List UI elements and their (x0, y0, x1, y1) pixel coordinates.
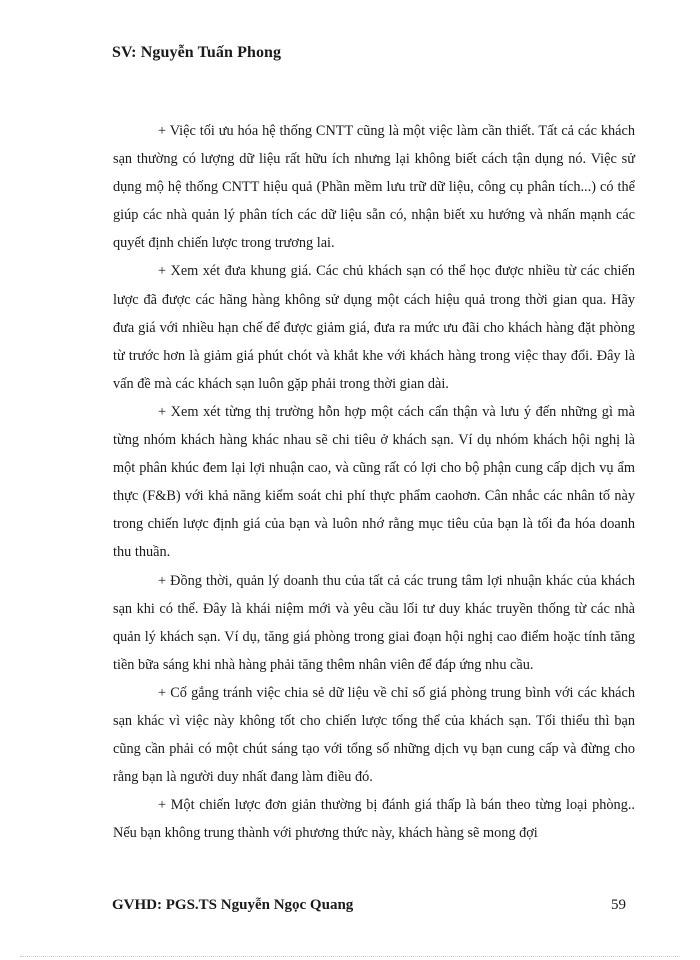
body-text (113, 117, 635, 847)
paragraph-price-fence: + Xem xét đưa khung giá. Các chủ khách sạn có thể học được nhiều từ các chiến lược đã được các hãng hàng không sử dụng một cách hiệu quả trong thời gian qua. Hãy đưa giá với nhiều hạn chế để được giảm giá, đưa ra mức ưu đãi cho khách hàng đặt phòng từ trước hơn là giảm giá phút chót và khắt khe với khách hàng trong việc thay đổi. Đây là vấn đề mà các khách sạn luôn gặp phải trong thời gian dài. (113, 263, 635, 392)
student-header: SV: Nguyễn Tuấn Phong (112, 44, 282, 61)
paragraph-it-optimization: + Việc tối ưu hóa hệ thống CNTT cũng là một việc làm cần thiết. Tất cả các khách sạn thường có lượng dữ liệu rất hữu ích nhưng lại không biết cách tận dụng nó. Việc sử dụng mộ hệ thống CNTT hiệu quả (Phần mềm lưu trữ dữ liệu, công cụ phân tích...) có thể giúp các nhà quản lý phân tích các dữ liệu sẵn có, nhận biết xu hướng và nhấn mạnh các quyết định chiến lược trong trương lai. (113, 123, 635, 252)
page-bottom-divider (20, 956, 680, 957)
paragraph-room-type-strategy: + Một chiến lược đơn giản thường bị đánh giá thấp là bán theo từng loại phòng.. Nếu bạn không trung thành với phương thức này, khách hàng sẽ mong đợi (113, 797, 635, 842)
paragraph-market-mix: + Xem xét từng thị trường hỗn hợp một cách cẩn thận và lưu ý đến những gì mà từng nhóm khách hàng khác nhau sẽ chi tiêu ở khách sạn. Ví dụ nhóm khách hội nghị là một phân khúc đem lại lợi nhuận cao, và cũng rất có lợi cho bộ phận cung cấp dịch vụ ẩm thực (F&B) với khả năng kiểm soát chi phí thực phẩm caohơn. Cân nhắc các nhân tố này trong chiến lược định giá của bạn và luôn nhớ rằng mục tiêu của bạn là tối đa hóa doanh thu thuần. (113, 403, 635, 561)
supervisor-footer: GVHD: PGS.TS Nguyễn Ngọc Quang (112, 897, 354, 913)
paragraph-revenue-centers: + Đồng thời, quản lý doanh thu của tất cả các trung tâm lợi nhuận khác của khách sạn khi có thể. Đây là khái niệm mới và yêu cầu lối tư duy khác truyền thống từ các nhà quản lý khách sạn. Ví dụ, tăng giá phòng trong giai đoạn hội nghị cao điểm hoặc tính tăng tiền bữa sáng khi nhà hàng phải tăng thêm nhân viên để đáp ứng nhu cầu. (113, 572, 635, 673)
page-number: 59 (611, 897, 626, 913)
paragraph-data-sharing: + Cố gắng tránh việc chia sẻ dữ liệu về chỉ số giá phòng trung bình với các khách sạn khác vì việc này không tốt cho chiến lược tổng thể của khách sạn. Tối thiểu thì bạn cũng cần phải có một chút sáng tạo với tổng số những dịch vụ bạn cung cấp và đừng cho rằng bạn là người duy nhất đang làm điều đó. (113, 684, 635, 786)
